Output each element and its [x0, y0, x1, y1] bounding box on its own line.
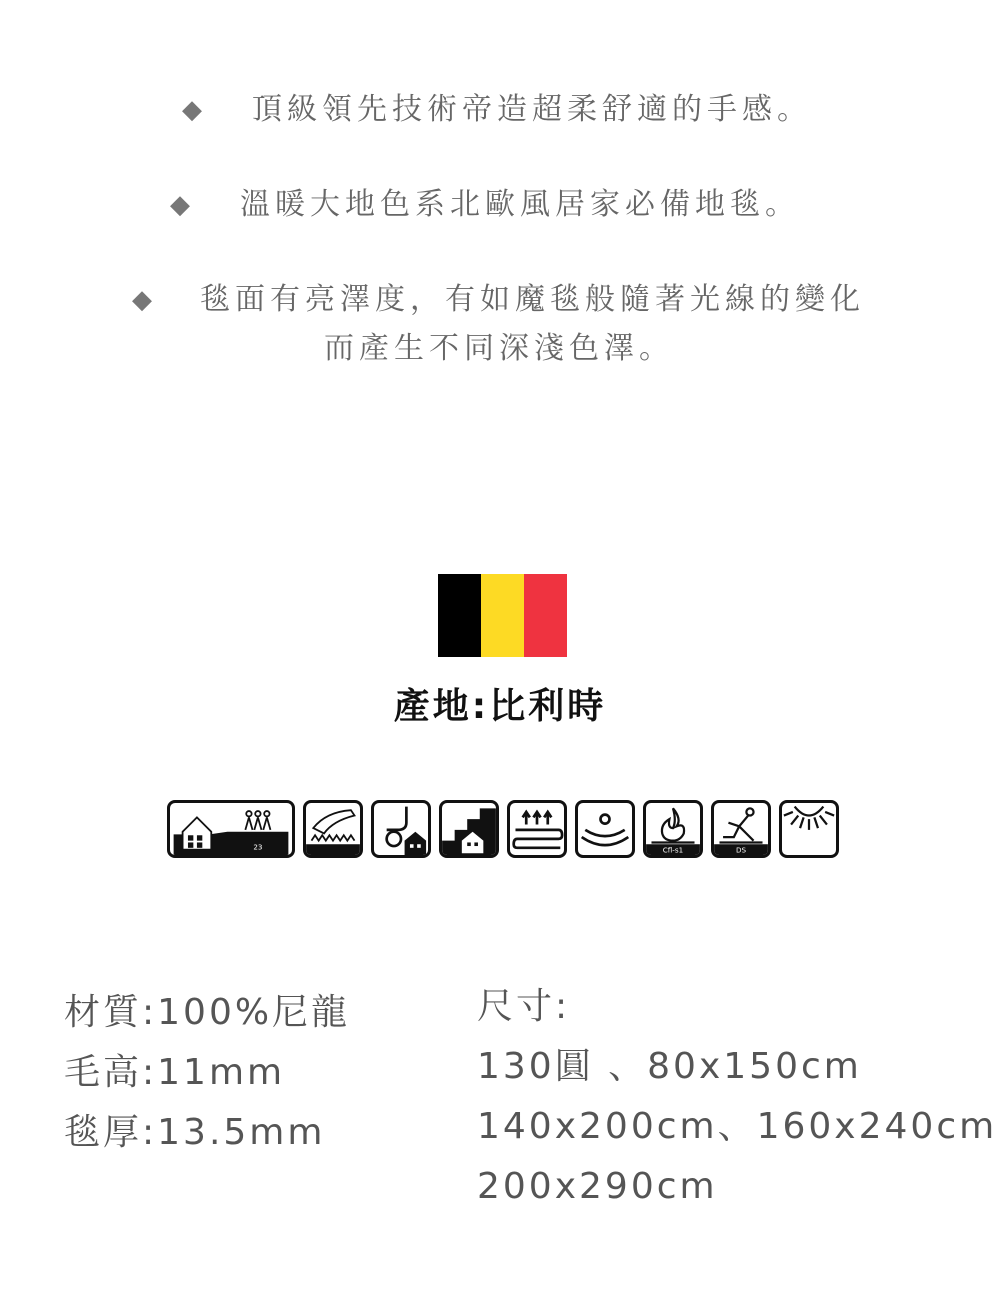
underfloor-heating-icon	[507, 800, 567, 858]
feature-text: 溫暖大地色系北歐風居家必備地毯。	[240, 187, 800, 222]
feature-text-continued: 而產生不同深淺色澤。	[324, 331, 674, 366]
diamond-bullet-icon: ◆	[170, 190, 195, 220]
house-usage-icon	[167, 800, 295, 858]
spec-thickness: 毯厚:13.5mm	[64, 1112, 326, 1153]
flag-stripe-yellow	[481, 574, 524, 657]
diamond-bullet-icon: ◆	[182, 95, 207, 125]
light-fastness-icon	[779, 800, 839, 858]
feature-text: 毯面有亮澤度，有如魔毯般隨著光線的變化	[200, 282, 865, 317]
fire-rating-icon	[643, 800, 703, 858]
material-specs	[64, 983, 350, 1163]
flag-stripe-black	[438, 574, 481, 657]
soft-pile-icon	[303, 800, 363, 858]
icon-caption: Cfl-s1	[662, 845, 684, 855]
belgium-flag	[438, 574, 567, 657]
stairs-house-icon	[439, 800, 499, 858]
icon-caption: 23	[253, 842, 263, 852]
flag-stripe-red	[524, 574, 567, 657]
feature-icons-row	[167, 800, 839, 858]
size-line: 130圓 、80x150cm	[477, 1046, 862, 1087]
size-heading: 尺寸:	[477, 986, 571, 1027]
spec-pile-height: 毛高:11mm	[64, 1052, 286, 1093]
feature-text: 頂級領先技術帝造超柔舒適的手感。	[252, 92, 812, 127]
size-line: 200x290cm	[477, 1166, 718, 1207]
spec-material: 材質:100%尼龍	[64, 992, 351, 1033]
origin-label: 產地:比利時	[393, 686, 607, 727]
size-specs	[477, 977, 997, 1217]
diamond-bullet-icon: ◆	[132, 285, 157, 315]
slip-resistance-icon	[711, 800, 771, 858]
size-line: 140x200cm、160x240cm	[477, 1106, 998, 1147]
acoustic-icon	[575, 800, 635, 858]
icon-caption: DS	[735, 845, 747, 855]
chair-castor-icon	[371, 800, 431, 858]
